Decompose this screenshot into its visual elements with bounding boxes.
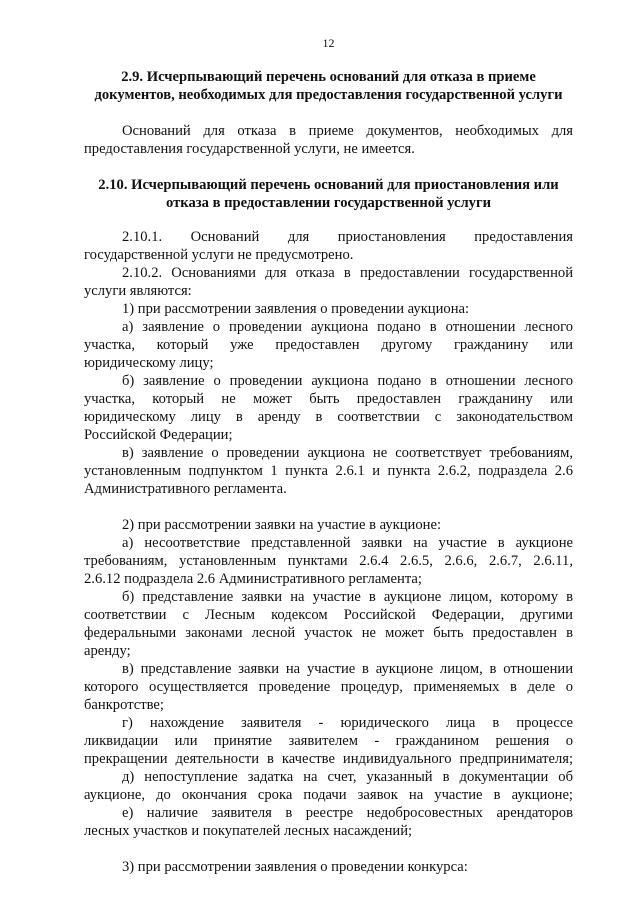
section-2-10-line-10: участка, который не может быть предоставлен гражданину или: [84, 391, 573, 407]
section-2-10-line-18: требованиям, установленным пунктами 2.6.4 2.6.5, 2.6.6, 2.6.7, 2.6.11,: [84, 553, 573, 569]
section-2-10-line-34: 3) при рассмотрении заявления о проведении конкурса:: [122, 859, 468, 875]
section-2-10-line-6: а) заявление о проведении аукциона подано в отношении лесного: [122, 319, 573, 335]
section-2-10-heading-line-2: отказа в предоставлении государственной услуги: [166, 195, 491, 211]
section-2-9-heading-line-2: документов, необходимых для предоставления государственной услуги: [94, 87, 563, 103]
section-2-9-body-line-1: Оснований для отказа в приеме документов, необходимых для: [122, 123, 573, 139]
section-2-10-line-14: установленным подпунктом 1 пункта 2.6.1 и пункта 2.6.2, подраздела 2.6: [84, 463, 573, 479]
section-2-10-line-8: юридическому лицу;: [84, 355, 214, 371]
section-2-10-line-29: прекращении деятельности в качестве индивидуального предпринимателя;: [84, 751, 573, 767]
section-2-10-line-23: аренду;: [84, 643, 131, 659]
section-2-10-line-13: в) заявление о проведении аукциона не соответствует требованиям,: [122, 445, 573, 461]
section-2-10-line-24: в) представление заявки на участие в аукционе лицом, в отношении: [122, 661, 573, 677]
section-2-9-heading-line-1: 2.9. Исчерпывающий перечень оснований для отказа в приеме: [121, 69, 536, 85]
section-2-10-line-30: д) непоступление задатка на счет, указанный в документации об: [122, 769, 573, 785]
section-2-10-line-19: 2.6.12 подраздела 2.6 Административного регламента;: [84, 571, 422, 587]
section-2-10-heading-line-1: 2.10. Исчерпывающий перечень оснований для приостановления или: [98, 177, 559, 193]
section-2-10-line-7: участка, который уже предоставлен другому гражданину или: [84, 337, 573, 353]
section-2-10-line-9: б) заявление о проведении аукциона подано в отношении лесного: [122, 373, 573, 389]
section-2-10-line-25: которого осуществляется проведение процедур, применяемых в деле о: [84, 679, 573, 695]
section-2-10-line-21: соответствии с Лесным кодексом Российской Федерации, другими: [84, 607, 573, 623]
section-2-10-line-20: б) представление заявки на участие в аукционе лицом, которому в: [122, 589, 573, 605]
section-2-9-body-line-2: предоставления государственной услуги, не имеется.: [84, 141, 415, 157]
section-2-10-line-5: 1) при рассмотрении заявления о проведении аукциона:: [122, 301, 470, 317]
section-2-10-line-16: 2) при рассмотрении заявки на участие в аукционе:: [122, 517, 442, 533]
section-2-10-line-33: лесных участков и покупателей лесных насаждений;: [84, 823, 413, 839]
section-2-10-line-1: 2.10.1. Оснований для приостановления предоставления: [122, 229, 573, 245]
section-2-10-line-4: услуги являются:: [84, 283, 192, 299]
section-2-10-line-26: банкротстве;: [84, 697, 164, 713]
section-2-10-line-3: 2.10.2. Основаниями для отказа в предоставлении государственной: [122, 265, 573, 281]
section-2-10-line-15: Административного регламента.: [84, 481, 287, 497]
section-2-10-line-27: г) нахождение заявителя - юридического лица в процессе: [122, 715, 573, 731]
section-2-10-line-11: юридическому лицу в аренду в соответствии с законодательством: [84, 409, 573, 425]
section-2-10-line-28: ликвидации или принятие заявителем - гражданином решения о: [84, 733, 573, 749]
section-2-10-line-12: Российской Федерации;: [84, 427, 233, 443]
section-2-10-line-31: аукционе, до окончания срока подачи заявок на участие в аукционе;: [84, 787, 573, 803]
section-2-10-line-32: е) наличие заявителя в реестре недобросовестных арендаторов: [122, 805, 573, 821]
page-number: 12: [322, 36, 335, 50]
section-2-10-line-22: федеральными законами лесной участок не может быть предоставлен в: [84, 625, 573, 641]
section-2-10-line-2: государственной услуги не предусмотрено.: [84, 247, 354, 263]
section-2-10-line-17: а) несоответствие представленной заявки на участие в аукционе: [122, 535, 573, 551]
